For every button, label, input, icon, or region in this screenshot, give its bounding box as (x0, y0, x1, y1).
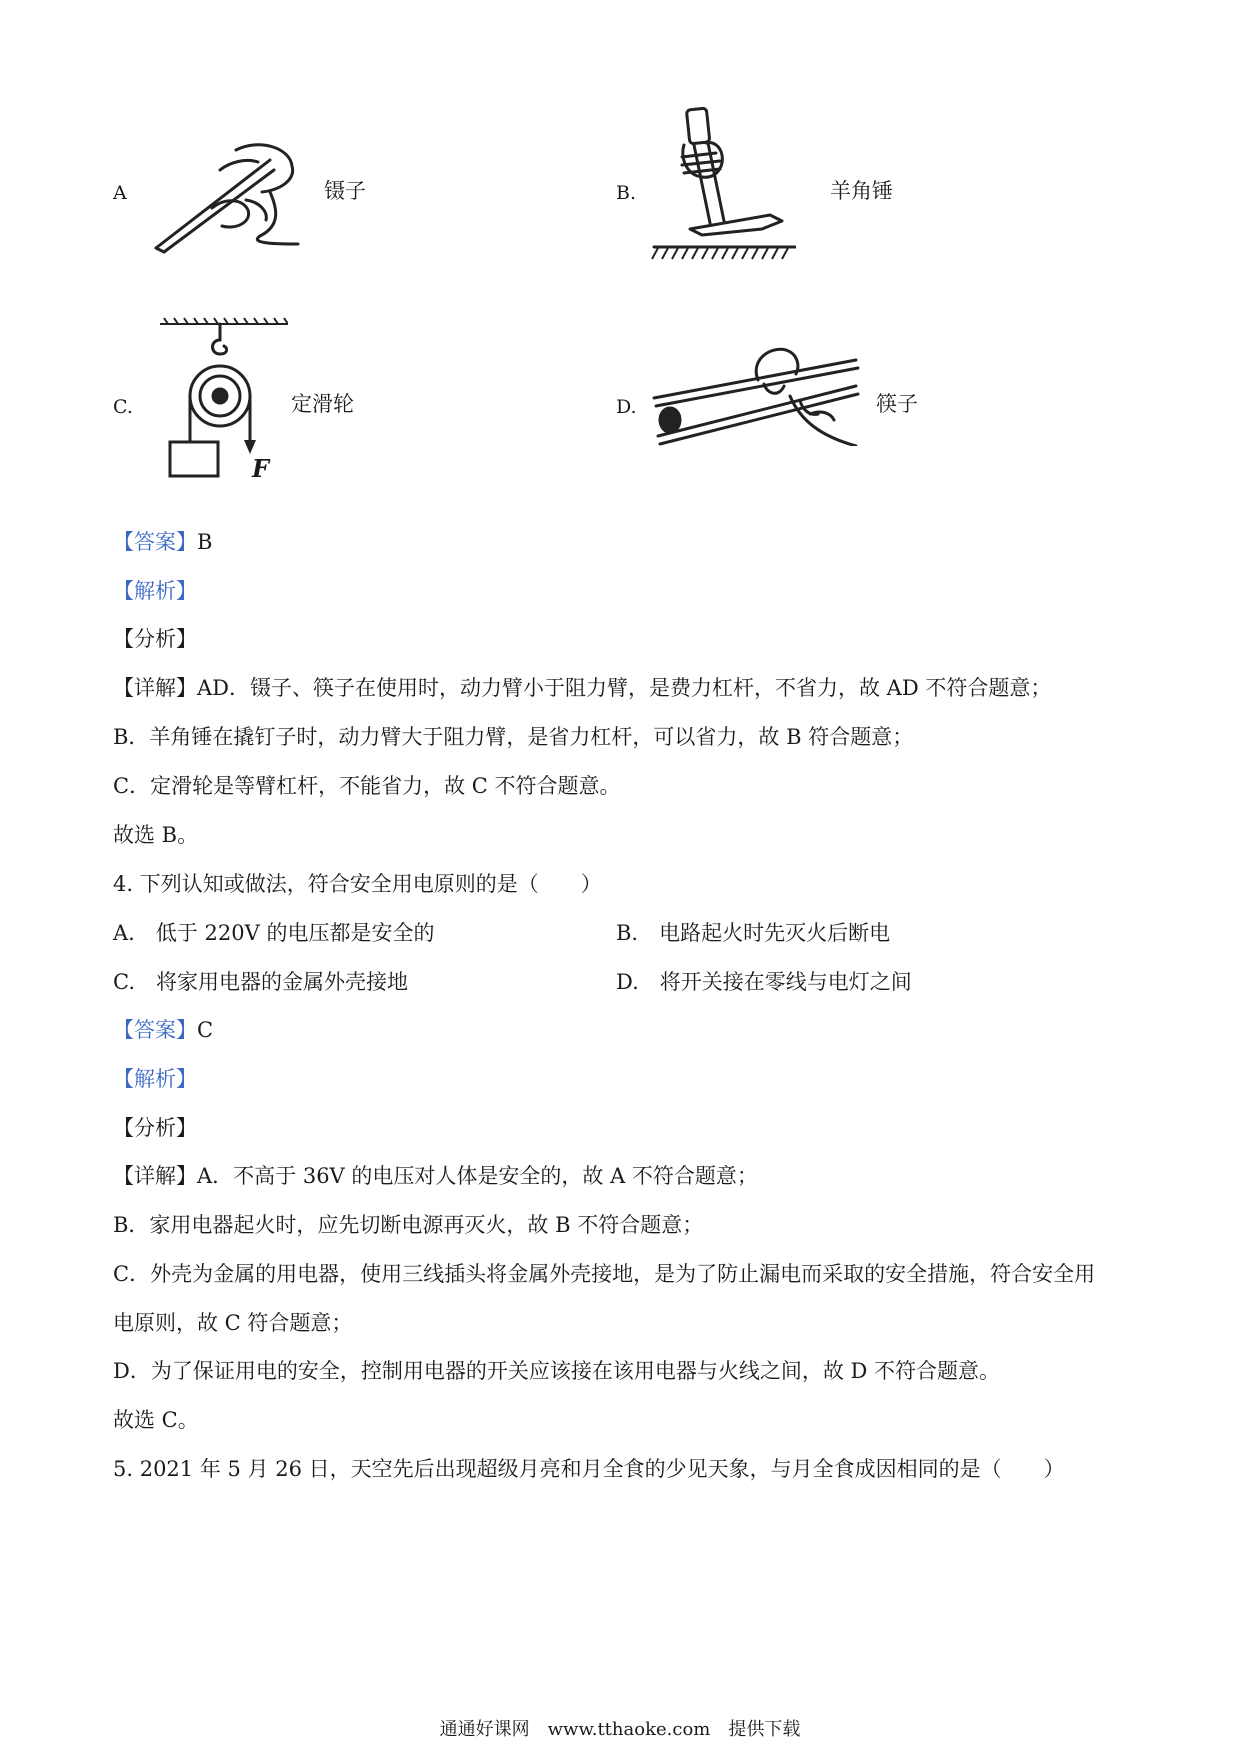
q4-detail-2: B．家用电器起火时，应先切断电源再灭火，故 B 不符合题意； (113, 1213, 704, 1237)
q3-fenxi-tag: 【分析】 (113, 627, 197, 651)
option-c-caption: 定滑轮 (291, 392, 354, 416)
force-label-f: F (252, 454, 270, 483)
q4-option-b-text: 电路起火时先灭火后断电 (659, 921, 891, 945)
option-b-caption: 羊角锤 (830, 179, 893, 203)
q4-fenxi-tag: 【分析】 (113, 1116, 197, 1140)
q4-option-b (616, 918, 890, 948)
q4-conclusion: 故选 C。 (113, 1408, 199, 1432)
q4-analysis-tag: 【解析】 (113, 1067, 197, 1091)
q4-detail-3b: 电原则，故 C 符合题意； (113, 1311, 353, 1335)
q3-analysis-tag: 【解析】 (113, 579, 197, 603)
q3-detail-1-text: AD．镊子、筷子在使用时，动力臂小于阻力臂，是费力杠杆，不省力，故 AD 不符合题意； (197, 676, 1052, 700)
q4-option-a-letter: A. (113, 921, 135, 945)
q4-stem: 4. 下列认知或做法，符合安全用电原则的是（ ） (113, 872, 602, 896)
q4-detail-3a: C．外壳为金属的用电器，使用三线插头将金属外壳接地，是为了防止漏电而采取的安全措施，符合安全用 (113, 1262, 1096, 1286)
q4-option-d-text: 将开关接在零线与电灯之间 (659, 970, 912, 994)
q3-detail-3: C．定滑轮是等臂杠杆，不能省力，故 C 不符合题意。 (113, 774, 621, 798)
q4-answer-line (113, 1015, 213, 1045)
q4-option-d-letter: D. (616, 970, 639, 994)
q3-answer-line (113, 527, 212, 557)
q4-detail-tag: 【详解】 (113, 1164, 197, 1188)
q4-option-c (113, 967, 408, 997)
chopsticks-figure (650, 340, 864, 446)
q4-detail-1 (113, 1161, 758, 1191)
q3-answer-tag: 【答案】 (113, 530, 197, 554)
option-c-letter: C. (113, 396, 133, 418)
page-footer: 通通好课网 www.tthaoke.com 提供下载 (439, 1719, 801, 1740)
option-d-caption: 筷子 (876, 392, 918, 416)
q3-detail-tag: 【详解】 (113, 676, 197, 700)
claw-hammer-figure (650, 105, 796, 267)
q4-option-a (113, 918, 434, 948)
option-a-caption: 镊子 (324, 179, 366, 203)
q3-detail-1 (113, 673, 1051, 703)
tweezers-figure (150, 140, 310, 260)
option-d-letter: D. (616, 396, 637, 418)
q4-option-c-text: 将家用电器的金属外壳接地 (156, 970, 408, 994)
q4-detail-4: D．为了保证用电的安全，控制用电器的开关应该接在该用电器与火线之间，故 D 不符合题意。 (113, 1359, 1001, 1383)
q3-conclusion: 故选 B。 (113, 823, 199, 847)
q5-stem: 5. 2021 年 5 月 26 日，天空先后出现超级月亮和月全食的少见天象，与月全食成因相同的是（ ） (113, 1457, 1065, 1481)
q4-option-d (616, 967, 912, 997)
option-b-letter: B. (616, 182, 637, 204)
q3-answer: B (197, 530, 213, 554)
q4-option-c-letter: C. (113, 970, 135, 994)
option-a-letter: A (113, 182, 127, 204)
q4-option-a-text: 低于 220V 的电压都是安全的 (155, 921, 435, 945)
q4-option-b-letter: B. (616, 921, 639, 945)
q4-answer-tag: 【答案】 (113, 1018, 197, 1042)
q3-detail-2: B．羊角锤在撬钉子时，动力臂大于阻力臂，是省力杠杆，可以省力，故 B 符合题意； (113, 725, 914, 749)
q4-answer: C (197, 1018, 214, 1042)
q4-detail-1-text: A．不高于 36V 的电压对人体是安全的，故 A 不符合题意； (197, 1164, 758, 1188)
